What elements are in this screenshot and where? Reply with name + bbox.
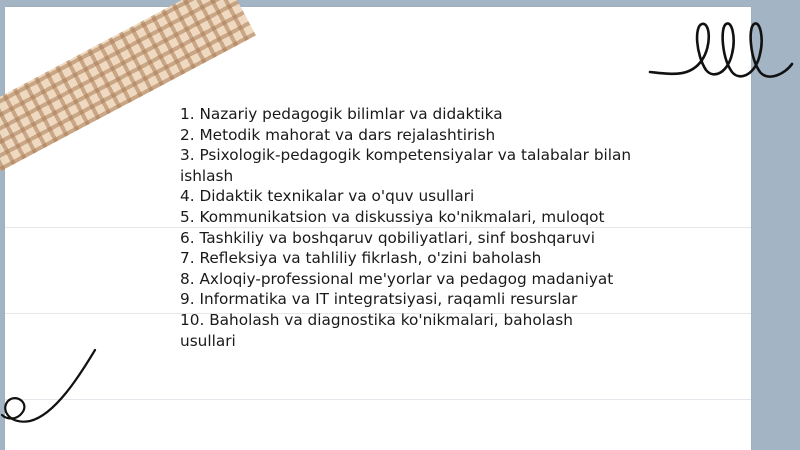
list-item: 9. Informatika va IT integratsiyasi, raqamli resurslar <box>180 290 578 309</box>
list-item: 8. Axloqiy-professional me'yorlar va pedagog madaniyat <box>180 269 614 288</box>
list-item: 2. Metodik mahorat va dars rejalashtirish <box>180 125 496 144</box>
list-item: 3. Psixologik-pedagogik kompetensiyalar va talabalar bilan ishlash <box>180 146 632 185</box>
list-item: 6. Tashkiliy va boshqaruv qobiliyatlari, sinf boshqaruvi <box>180 228 595 247</box>
list-item: 1. Nazariy pedagogik bilimlar va didaktika <box>180 105 503 123</box>
paper-rule <box>5 399 751 400</box>
list-item: 5. Kommunikatsion va diskussiya ko'nikmalari, muloqot <box>180 207 605 226</box>
swirl-scribble-icon <box>0 345 110 430</box>
list-item: 4. Didaktik texnikalar va o'quv usullari <box>180 187 475 206</box>
list-item: 10. Baholash va diagnostika ko'nikmalari, baholash usullari <box>180 310 573 350</box>
list-item: 7. Refleksiya va tahliliy fikrlash, o'zini baholash <box>180 249 542 268</box>
competency-list <box>180 104 632 351</box>
loop-scribble-icon <box>640 10 800 90</box>
